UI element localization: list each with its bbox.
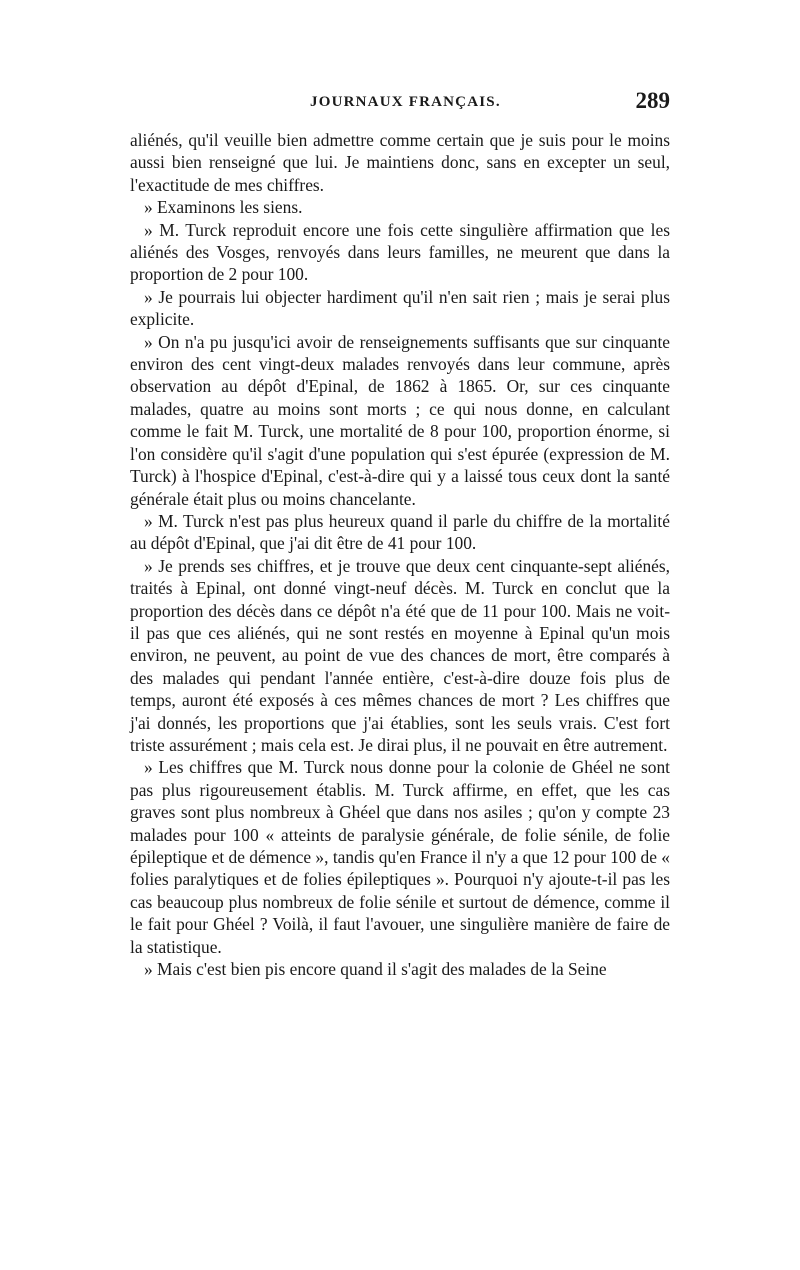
- paragraph: » M. Turck n'est pas plus heureux quand il parle du chiffre de la mortalité au dépôt d'Epinal, que j'ai dit être de 41 pour 100.: [130, 510, 670, 554]
- paragraph-partial: » Mais c'est bien pis encore quand il s'agit des malades de la Seine: [144, 959, 607, 980]
- paragraph: » M. Turck reproduit encore une fois cette singulière affirmation que les aliénés des Vosges, renvoyés dans leurs familles, ne meurent que dans la proportion de 2 pour 100.: [130, 219, 670, 285]
- running-title: JOURNAUX FRANÇAIS.: [310, 94, 501, 110]
- page-number: 289: [635, 88, 670, 113]
- paragraph: » Les chiffres que M. Turck nous donne pour la colonie de Ghéel ne sont pas plus rigoureusement établis. M. Turck affirme, en effet, que les cas graves sont plus nombreux à Ghéel que dans nos asiles ; qu'on y compte 23 malades pour 100 « atteints de paralysie générale, de folie sénile, de folie épileptique et de démence », tandis qu'en France il n'y a que 12 pour 100 de « folies paralytiques et de folies épileptiques ». Pourquoi n'y ajoute-t-il pas les cas beaucoup plus nombreux de folie sénile et surtout de démence, comme il le fait pour Ghéel ? Voilà, il faut l'avouer, une singulière manière de faire de la statistique.: [130, 757, 670, 957]
- body-text: [130, 129, 670, 980]
- paragraph: » Je prends ses chiffres, et je trouve que deux cent cinquante-sept aliénés, traités à Epinal, ont donné vingt-neuf décès. M. Turck en conclut que la proportion des décès dans ce dépôt n'a été que de 11 pour 100. Mais ne voit-il pas que ces aliénés, qui ne sont restés en moyenne à Epinal qu'un mois environ, ne peuvent, au point de vue des chances de mort, être comparés à des malades qui pendant l'année entière, c'est-à-dire douze fois plus de temps, auront été exposés à ces mêmes chances de mort ? Les chiffres que j'ai donnés, les proportions que j'ai établies, sont les seuls vrais. C'est fort triste assurément ; mais cela est. Je dirai plus, il ne pouvait en être autrement.: [130, 555, 670, 755]
- paragraph: » Examinons les siens.: [144, 197, 303, 218]
- paragraph-continuation: aliénés, qu'il veuille bien admettre comme certain que je suis pour le moins aussi bien renseigné que lui. Je maintiens donc, sans en excepter un seul, l'exactitude de mes chiffres.: [130, 130, 670, 195]
- paragraph: » Je pourrais lui objecter hardiment qu'il n'en sait rien ; mais je serai plus explicite.: [130, 286, 670, 330]
- paragraph: » On n'a pu jusqu'ici avoir de renseignements suffisants que sur cinquante environ des cent vingt-deux malades renvoyés dans leur commune, après observation au dépôt d'Epinal, de 1862 à 1865. Or, sur ces cinquante malades, quatre au moins sont morts ; ce qui nous donne, en calculant comme le fait M. Turck, une mortalité de 8 pour 100, proportion énorme, si l'on considère qu'il s'agit d'une population qui s'est épurée (expression de M. Turck) à l'hospice d'Epinal, c'est-à-dire qui y a laissé tous ceux dont la santé générale était plus ou moins chancelante.: [130, 331, 670, 509]
- page-header: [130, 88, 670, 122]
